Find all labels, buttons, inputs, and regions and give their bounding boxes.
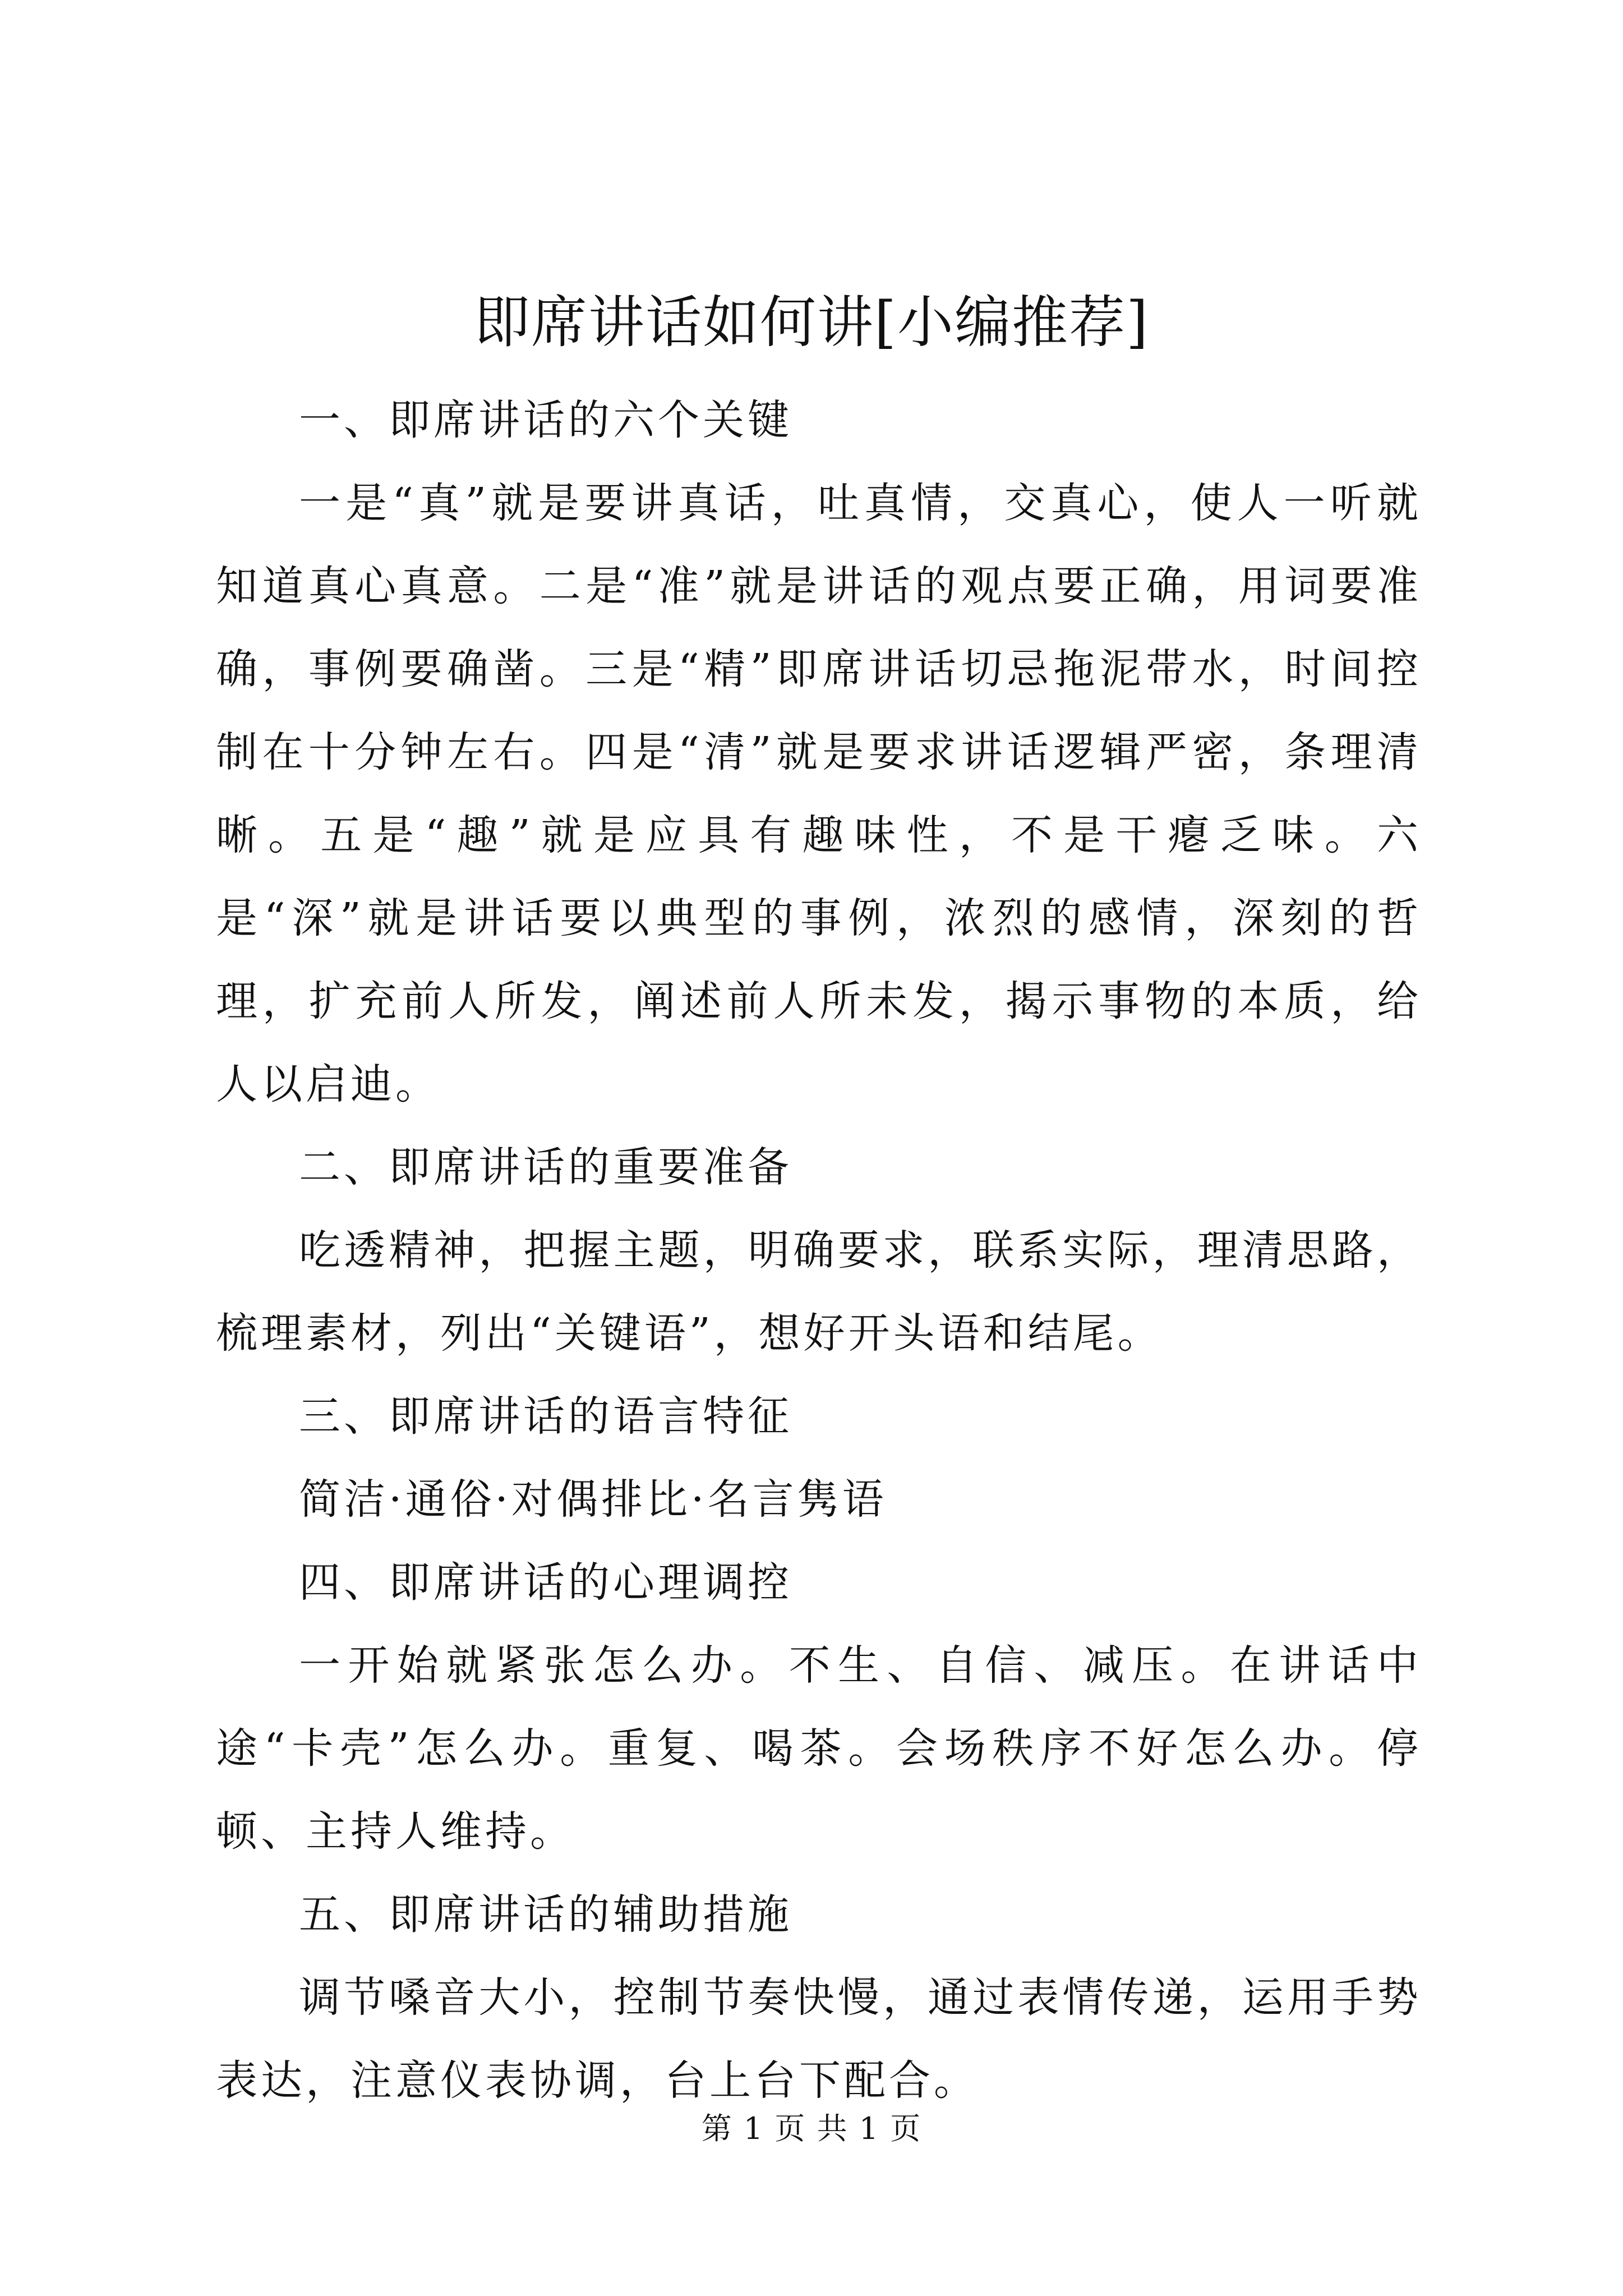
section-body-5: 调节嗓音大小，控制节奏快慢，通过表情传递，运用手势表达，注意仪表协调，台上台下配合。 — [216, 1973, 1422, 2105]
section-body-4: 一开始就紧张怎么办。不生、自信、减压。在讲话中途“卡壳”怎么办。重复、喝茶。会场秩序不好怎么办。停顿、主持人维持。 — [216, 1641, 1422, 1856]
document-body — [216, 379, 1422, 2122]
section-body-3: 简洁·通俗·对偶排比·名言隽语 — [299, 1475, 887, 1524]
section-body-2: 吃透精神，把握主题，明确要求，联系实际，理清思路，梳理素材，列出“关键语”，想好开头语和结尾。 — [216, 1226, 1422, 1358]
section-heading-4: 四、即席讲话的心理调控 — [299, 1558, 792, 1607]
section-heading-5: 五、即席讲话的辅助措施 — [299, 1890, 792, 1939]
section-heading-3: 三、即席讲话的语言特征 — [299, 1392, 792, 1441]
section-body-1: 一是“真”就是要讲真话，吐真情，交真心，使人一听就知道真心真意。二是“准”就是讲话的观点要正确，用词要准确，事例要确凿。三是“精”即席讲话切忌拖泥带水，时间控制在十分钟左右。四是“清”就是要求讲话逻辑严密，条理清晰。五是“趣”就是应具有趣味性，不是干瘪乏味。六是“深”就是讲话要以典型的事例，浓烈的感情，深刻的哲理，扩充前人所发，阐述前人所未发，揭示事物的本质，给人以启迪。 — [216, 479, 1422, 1108]
section-heading-2: 二、即席讲话的重要准备 — [299, 1143, 792, 1191]
page-number-footer: 第 1 页 共 1 页 — [701, 2111, 922, 2146]
document-title: 即席讲话如何讲[小编推荐] — [473, 289, 1150, 355]
section-heading-1: 一、即席讲话的六个关键 — [299, 396, 792, 444]
